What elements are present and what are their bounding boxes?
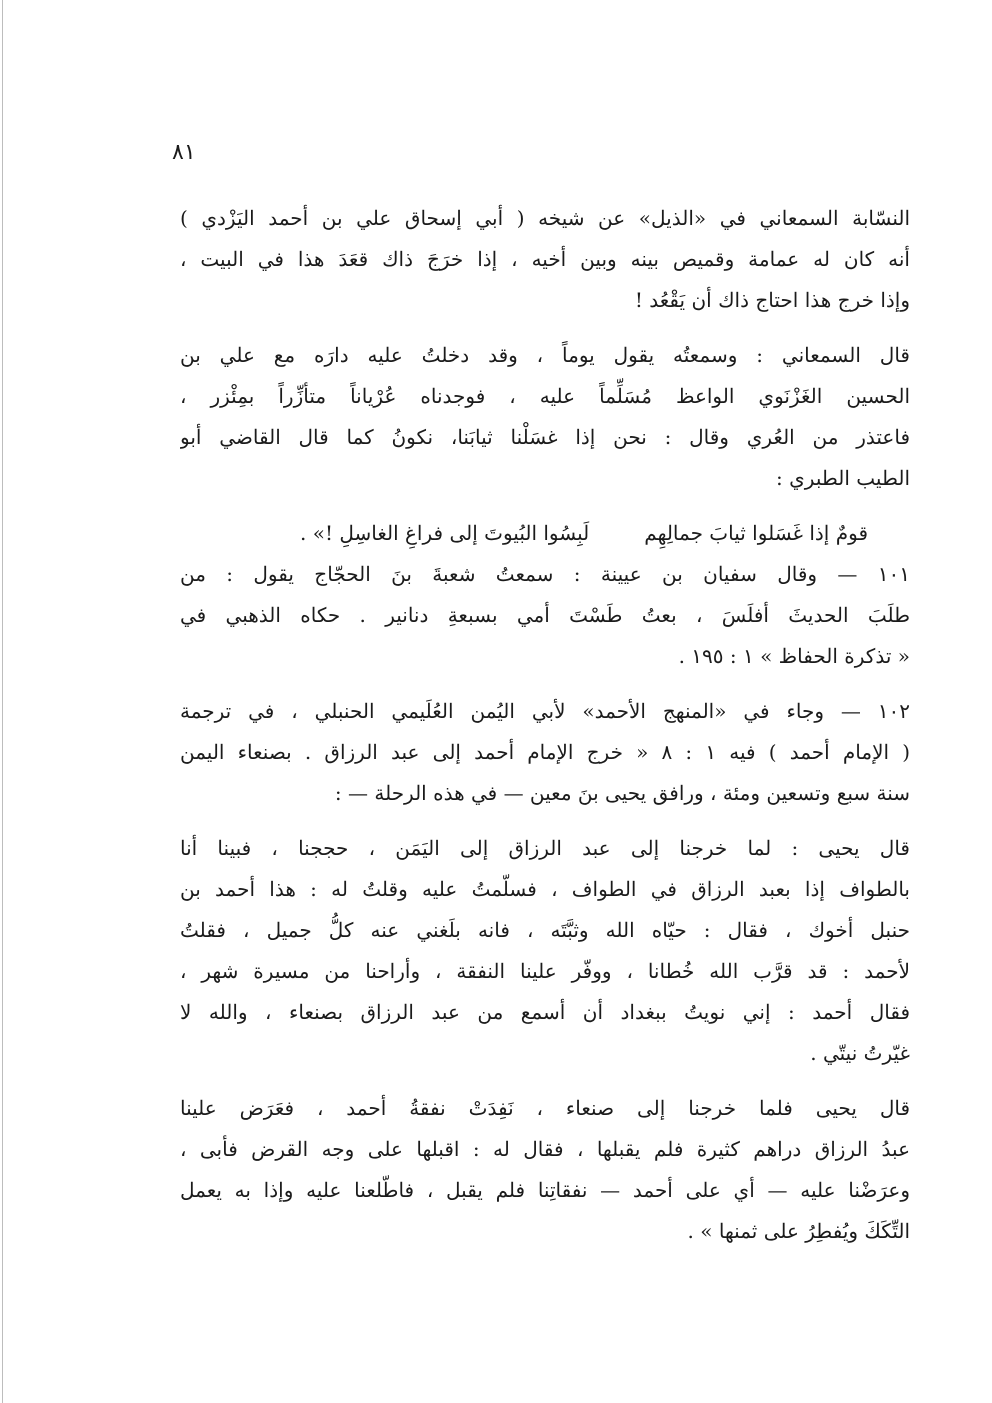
book-text <box>180 198 910 1266</box>
paragraph-2 <box>180 335 910 499</box>
text-line: ١٠١ — وقال سفيان بن عيينة : سمعتُ شعبةَ بنَ الحجّاج يقول : من <box>180 562 910 586</box>
text-line: قال يحيى : لما خرجنا إلى عبد الرزاق إلى اليَمَن ، حججنا ، فبينا أنا <box>180 836 910 860</box>
text-line: الطيب الطبري : <box>776 466 910 490</box>
text-line: الحسين الغَزْنَوي الواعظ مُسَلِّماً عليه ، فوجدناه عُرْياناً متأزِّراً بمِئْزر ، <box>180 384 910 408</box>
text-line: طلَبَ الحديثَ أفلَسَ ، بعتُ طَسْتَ أمي بسبعةِ دنانير . حكاه الذهبي في <box>180 603 910 627</box>
poem-second-hemistich: لَبِسُوا البُيوتَ إلى فراغِ الغاسِلِ !» . <box>300 521 590 545</box>
text-line: فاعتذر من العُري وقال : نحن إذا غسَلْنا ثيابَنا، نكونُ كما قال القاضي أبو <box>180 425 910 449</box>
text-line: ( الإمام أحمد ) فيه ١ : ٨ « خرج الإمام أحمد إلى عبد الرزاق . بصنعاء اليمن <box>180 740 910 764</box>
text-line: سنة سبع وتسعين ومئة ، ورافق يحيى بنَ معين — في هذه الرحلة — : <box>334 781 910 805</box>
page-edge-line <box>2 0 3 1403</box>
text-line: لأحمد : قد قرَّب الله خُطانا ، ووفّر علينا النفقة ، وأراحنا من مسيرة شهر ، <box>180 959 910 983</box>
paragraph-3 <box>180 513 910 677</box>
text-line: حنبل أخوك ، فقال : حيّاه الله وثبَّتَه ، فانه بلَغني عنه كلُّ جميل ، فقلتُ <box>180 918 910 942</box>
text-line: أنه كان له عمامة وقميص بينه وبين أخيه ، إذا خرَجَ ذاك قعَدَ هذا في البيت ، <box>180 247 910 271</box>
paragraph-4 <box>180 691 910 814</box>
poem-verse <box>180 513 910 554</box>
page-number: ٨١ <box>172 140 196 165</box>
text-line: فقال أحمد : إني نويتُ ببغداد أن أسمع من عبد الرزاق بصنعاء ، والله لا <box>180 1000 910 1024</box>
text-line: قال السمعاني : وسمعتُه يقول يوماً ، وقد دخلتُ عليه دارَه مع علي بن <box>180 343 910 367</box>
text-line: ١٠٢ — وجاء في «المنهج الأحمد» لأبي اليُمن العُلَيمي الحنبلي ، في ترجمة <box>180 699 910 723</box>
text-line: غيّرتُ نيتّي . <box>810 1041 910 1065</box>
paragraph-1 <box>180 198 910 321</box>
paragraph-6 <box>180 1088 910 1252</box>
poem-first-hemistich: قومٌ إذا غَسَلوا ثيابَ جمالِهِم <box>644 521 868 545</box>
text-line: النسّابة السمعاني في «الذيل» عن شيخه ( أبي إسحاق علي بن أحمد اليَزْدي ) <box>180 206 910 230</box>
text-line: قال يحيى فلما خرجنا إلى صنعاء ، نَفِدَتْ نفقةُ أحمد ، فعَرَض علينا <box>180 1096 910 1120</box>
text-line: بالطواف إذا بعبد الرزاق في الطواف ، فسلّمتُ عليه وقلتُ له : هذا أحمد بن <box>180 877 910 901</box>
paragraph-5 <box>180 828 910 1074</box>
text-line: عبدُ الرزاق دراهم كثيرة فلم يقبلها ، فقال له : اقبلها على وجه القرض فأبى ، <box>180 1137 910 1161</box>
text-line: وإذا خرج هذا احتاج ذاك أن يَقْعُد ! <box>634 288 910 312</box>
text-line: « تذكرة الحفاظ » ١ : ١٩٥ . <box>678 644 910 668</box>
text-line: التِّكَكَ ويُفطِرُ على ثمنها » . <box>687 1219 910 1243</box>
text-line: وعرَضْنا عليه — أي على أحمد — نفقاتِنا فلم يقبل ، فاطّلعنا عليه وإذا به يعمل <box>180 1178 910 1202</box>
